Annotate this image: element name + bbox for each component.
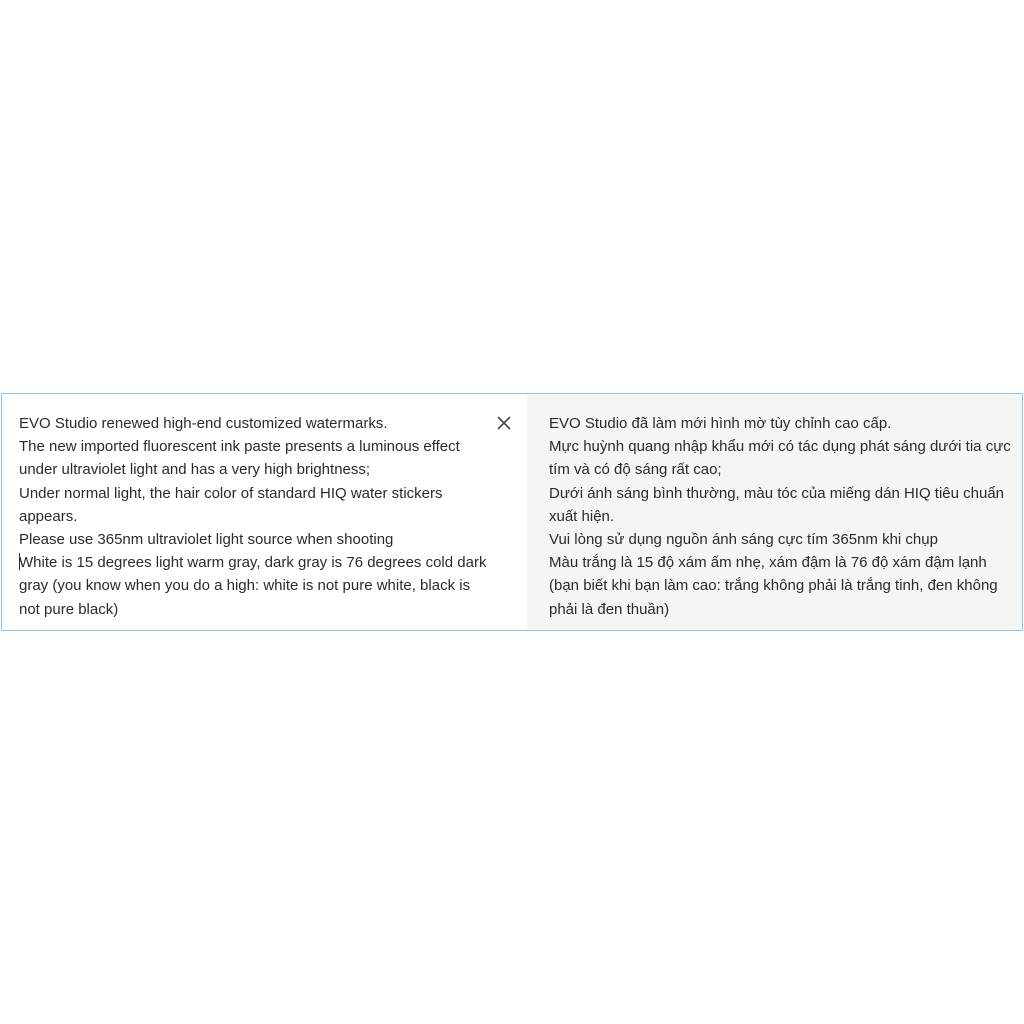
source-line: not pure black) xyxy=(19,600,119,618)
translation-line: Mực huỳnh quang nhập khẩu mới có tác dụng phát sáng dưới tia cực xyxy=(549,438,1011,456)
source-line: under ultraviolet light and has a very high brightness; xyxy=(19,461,371,479)
source-line: gray (you know when you do a high: white is not pure white, black is xyxy=(19,577,471,595)
source-line: The new imported fluorescent ink paste presents a luminous effect xyxy=(19,438,460,456)
source-line: White is 15 degrees light warm gray, dark gray is 76 degrees cold dark xyxy=(19,554,487,572)
translation-output xyxy=(527,394,1022,630)
source-line: EVO Studio renewed high-end customized watermarks. xyxy=(19,415,388,432)
translator-panel xyxy=(1,393,1023,631)
source-line-with-caret xyxy=(19,551,487,574)
source-line: appears. xyxy=(19,507,78,525)
translation-line: (bạn biết khi bạn làm cao: trắng không phải là trắng tinh, đen không xyxy=(549,577,998,595)
translation-line: Dưới ánh sáng bình thường, màu tóc của miếng dán HIQ tiêu chuẩn xyxy=(549,484,1005,502)
translation-line: xuất hiện. xyxy=(549,507,615,525)
translation-line: EVO Studio đã làm mới hình mờ tùy chỉnh cao cấp. xyxy=(549,415,892,432)
translation-line: phải là đen thuần) xyxy=(549,600,670,618)
translation-line: Vui lòng sử dụng nguồn ánh sáng cực tím 365nm khi chụp xyxy=(549,531,938,549)
source-line: Under normal light, the hair color of standard HIQ water stickers xyxy=(19,484,443,502)
close-icon xyxy=(496,415,512,431)
translation-line: tím và có độ sáng rất cao; xyxy=(549,461,722,479)
clear-source-button[interactable] xyxy=(496,415,512,431)
source-text-input[interactable] xyxy=(2,394,527,630)
source-line: Please use 365nm ultraviolet light source when shooting xyxy=(19,531,394,549)
translation-line: Màu trắng là 15 độ xám ấm nhẹ, xám đậm là 76 độ xám đậm lạnh xyxy=(549,554,987,572)
